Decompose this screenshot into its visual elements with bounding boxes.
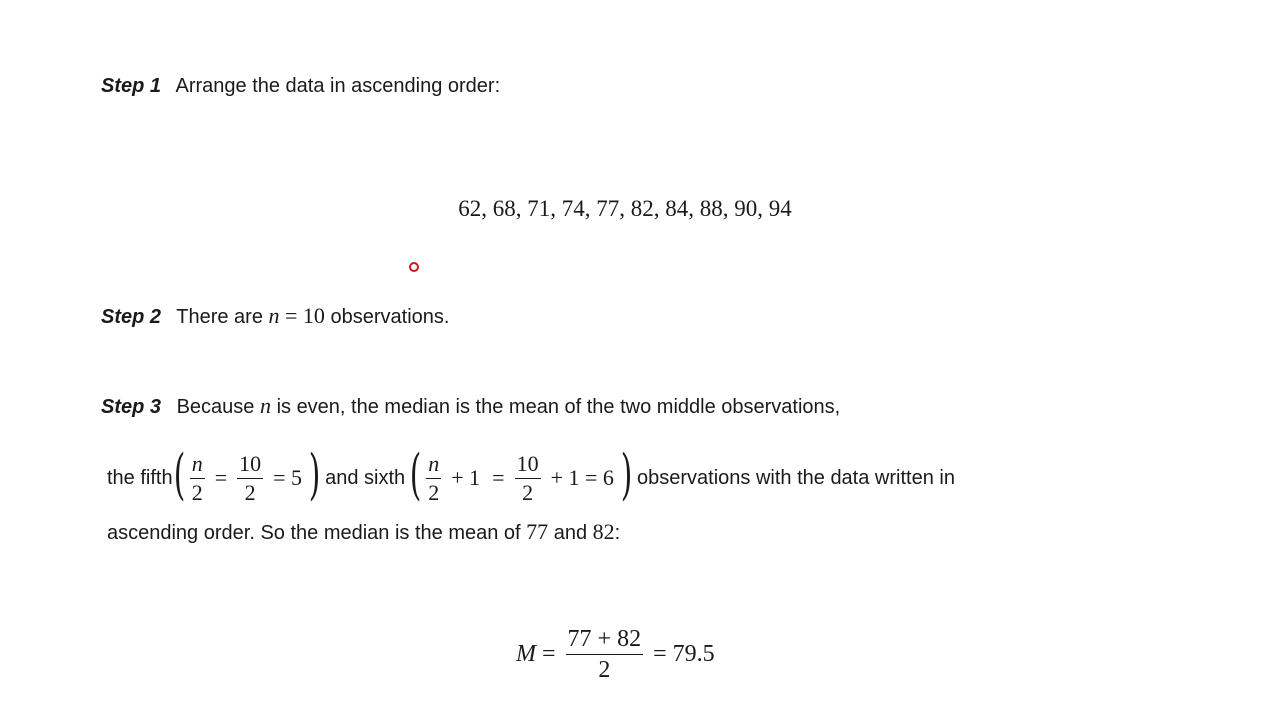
median-result: = 79.5: [653, 640, 715, 667]
frac-denominator: 2: [428, 479, 440, 505]
step2-text-after: observations.: [330, 306, 450, 328]
value-82: 82: [592, 519, 615, 544]
step3-line: [101, 394, 840, 419]
fifth-sixth-line: [107, 443, 959, 510]
fifth-expression: [173, 443, 322, 506]
frac-numerator: n: [191, 450, 203, 476]
frac-denominator: 2: [244, 479, 256, 505]
step1-text: Arrange the data in ascending order:: [175, 75, 501, 97]
data-list: 62, 68, 71, 74, 77, 82, 84, 88, 90, 94: [458, 196, 792, 221]
step2-text-before: There are: [176, 306, 263, 328]
step1-label: Step 1: [101, 75, 162, 97]
frac-numerator: 10: [239, 450, 262, 476]
median-equation: [516, 622, 721, 686]
frac-denominator: 2: [522, 479, 534, 505]
median-var: M: [516, 640, 536, 667]
fifth-prefix: the fifth: [107, 466, 173, 489]
colon: :: [614, 522, 621, 544]
left-paren-icon: (: [409, 443, 422, 506]
median-numerator: 77 + 82: [567, 625, 642, 652]
fraction-n-over-2: [190, 451, 205, 506]
right-paren-icon: ): [620, 443, 633, 506]
step3-var-n: n: [260, 393, 271, 418]
equals-sign: =: [214, 465, 228, 490]
frac-numerator: n: [428, 450, 440, 476]
step3-label: Step 3: [101, 396, 162, 418]
step2-line: [101, 304, 449, 329]
step1-line: [101, 74, 500, 98]
and-text: and: [553, 522, 588, 544]
median-fraction: [566, 625, 644, 684]
sixth-result: + 1 = 6: [550, 465, 614, 490]
fraction-n-over-2: [426, 451, 441, 506]
step2-label: Step 2: [101, 306, 162, 328]
step2-var-n: n: [268, 303, 280, 328]
sixth-mid-text: and sixth: [325, 466, 406, 489]
value-77: 77: [526, 519, 549, 544]
frac-numerator: 10: [516, 450, 539, 476]
step3-text-before: Because: [176, 396, 255, 418]
fraction-10-over-2: [515, 451, 541, 506]
frac-denominator: 2: [191, 479, 203, 505]
fraction-10-over-2: [237, 451, 263, 506]
step3-text-after: is even, the median is the mean of the two middle observations,: [276, 396, 841, 418]
ascending-text: ascending order. So the median is the mean of: [107, 522, 521, 544]
plus-one: + 1: [451, 465, 481, 490]
fifth-suffix: observations with the data written in: [637, 466, 955, 489]
right-paren-icon: ): [308, 443, 321, 506]
cursor-pointer-icon: [409, 262, 419, 272]
fifth-result: = 5: [273, 465, 303, 490]
sixth-expression: [409, 443, 633, 506]
left-paren-icon: (: [173, 443, 185, 506]
equals-sign: =: [492, 465, 505, 490]
ascending-line: [107, 520, 620, 545]
median-equals: =: [542, 640, 556, 667]
step2-eq: = 10: [285, 303, 325, 328]
median-denominator: 2: [598, 656, 611, 683]
